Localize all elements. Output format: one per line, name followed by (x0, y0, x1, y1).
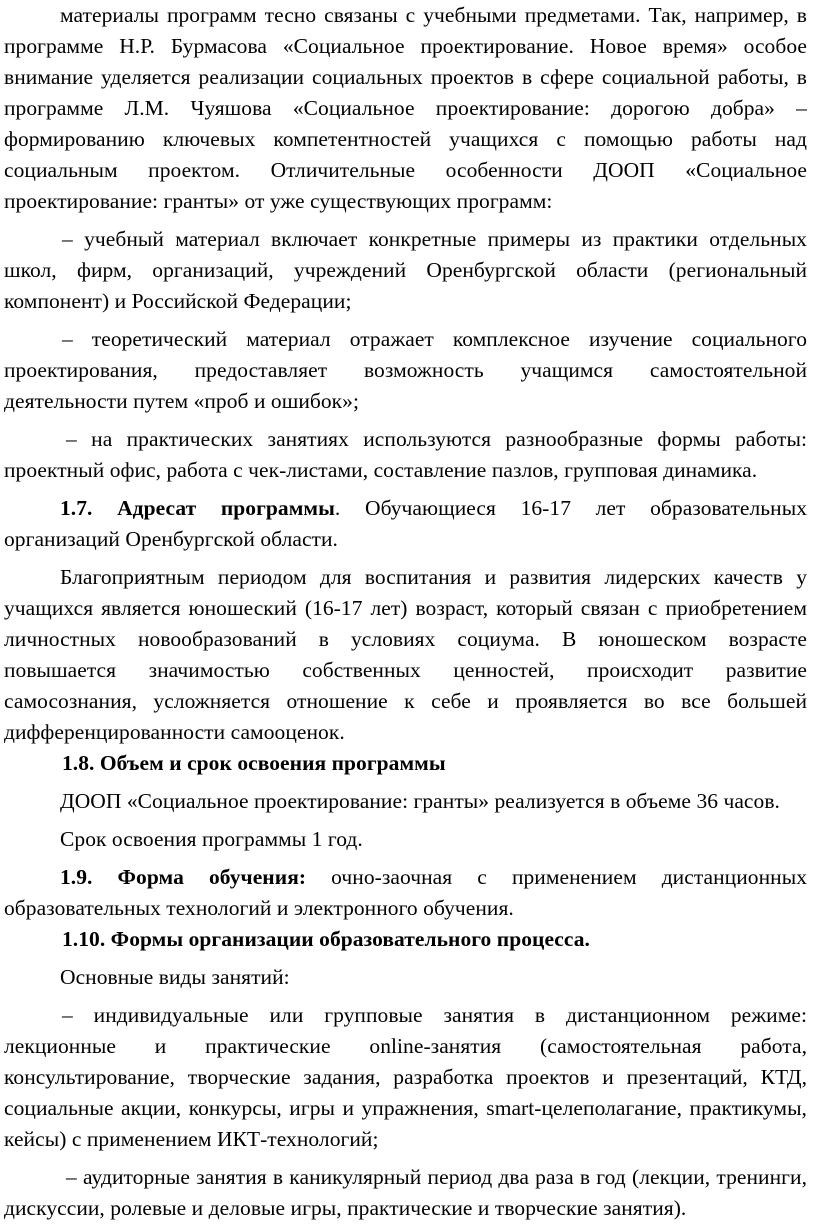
section-1-9-text: очно-заочная с применением дистанционных образовательных технологий и электронного обучения. (4, 865, 808, 920)
section-1-7-heading: 1.7. Адресат программы (60, 496, 335, 520)
activity-item-2: – аудиторные занятия в каникулярный период два раза в год (лекции, тренинги, дискуссии, ролевые и деловые игры, практические и творческие занятия). (4, 1165, 807, 1220)
section-1-9-heading: 1.9. Форма обучения: (60, 865, 307, 889)
intro-paragraph: материалы программ тесно связаны с учебными предметами. Так, например, в программе Н.Р. Бурмасова «Социальное проектирование. Новое время» особое внимание уделяется реализации социальных проектов в сфере социальной работы, в программе Л.М. Чуяшова «Социальное проектирование: дорогою добра» – формированию ключевых компетентностей учащихся с помощью работы над социальным проектом. Отличительные особенности ДООП «Социальное проектирование: гранты» от уже существующих программ: (4, 3, 807, 213)
section-1-9-paragraph (4, 862, 807, 924)
feature-item-1: – учебный материал включает конкретные примеры из практики отдельных школ, фирм, организаций, учреждений Оренбургской области (региональный компонент) и Российской Федерации; (4, 227, 807, 313)
section-1-10-subheading: Основные виды занятий: (60, 965, 290, 989)
section-1-7-text: . Обучающиеся 16-17 лет образовательных организаций Оренбургской области. (4, 496, 807, 551)
section-1-8-volume: ДООП «Социальное проектирование: гранты» реализуется в объеме 36 часов. (60, 789, 780, 813)
section-1-8-heading: 1.8. Объем и срок освоения программы (62, 751, 446, 775)
feature-item-2: – теоретический материал отражает комплексное изучение социального проектирования, предоставляет возможность учащимся самостоятельной деятельности путем «проб и ошибок»; (4, 327, 807, 413)
feature-item-3: – на практических занятиях используются разнообразные формы работы: проектный офис, работа с чек-листами, составление пазлов, групповая динамика. (4, 427, 807, 482)
section-1-10-heading: 1.10. Формы организации образовательного процесса. (62, 927, 590, 951)
section-1-8-term: Срок освоения программы 1 год. (60, 827, 363, 851)
activity-item-1: – индивидуальные или групповые занятия в дистанционном режиме: лекционные и практические online-занятия (самостоятельная работа, консультирование, творческие задания, разработка проектов и презентаций, КТД, социальные акции, конкурсы, игры и упражнения, smart-целеполагание, практикумы, кейсы) с применением ИКТ-технологий; (4, 1003, 807, 1151)
section-1-7-paragraph (4, 493, 807, 555)
age-paragraph: Благоприятным периодом для воспитания и развития лидерских качеств у учащихся является юношеский (16-17 лет) возраст, который связан с приобретением личностных новообразований в условиях социума. В юношеском возрасте повышается значимостью собственных ценностей, происходит развитие самосознания, усложняется отношение к себе и проявляется во все большей дифференцированности самооценок. (4, 565, 807, 744)
